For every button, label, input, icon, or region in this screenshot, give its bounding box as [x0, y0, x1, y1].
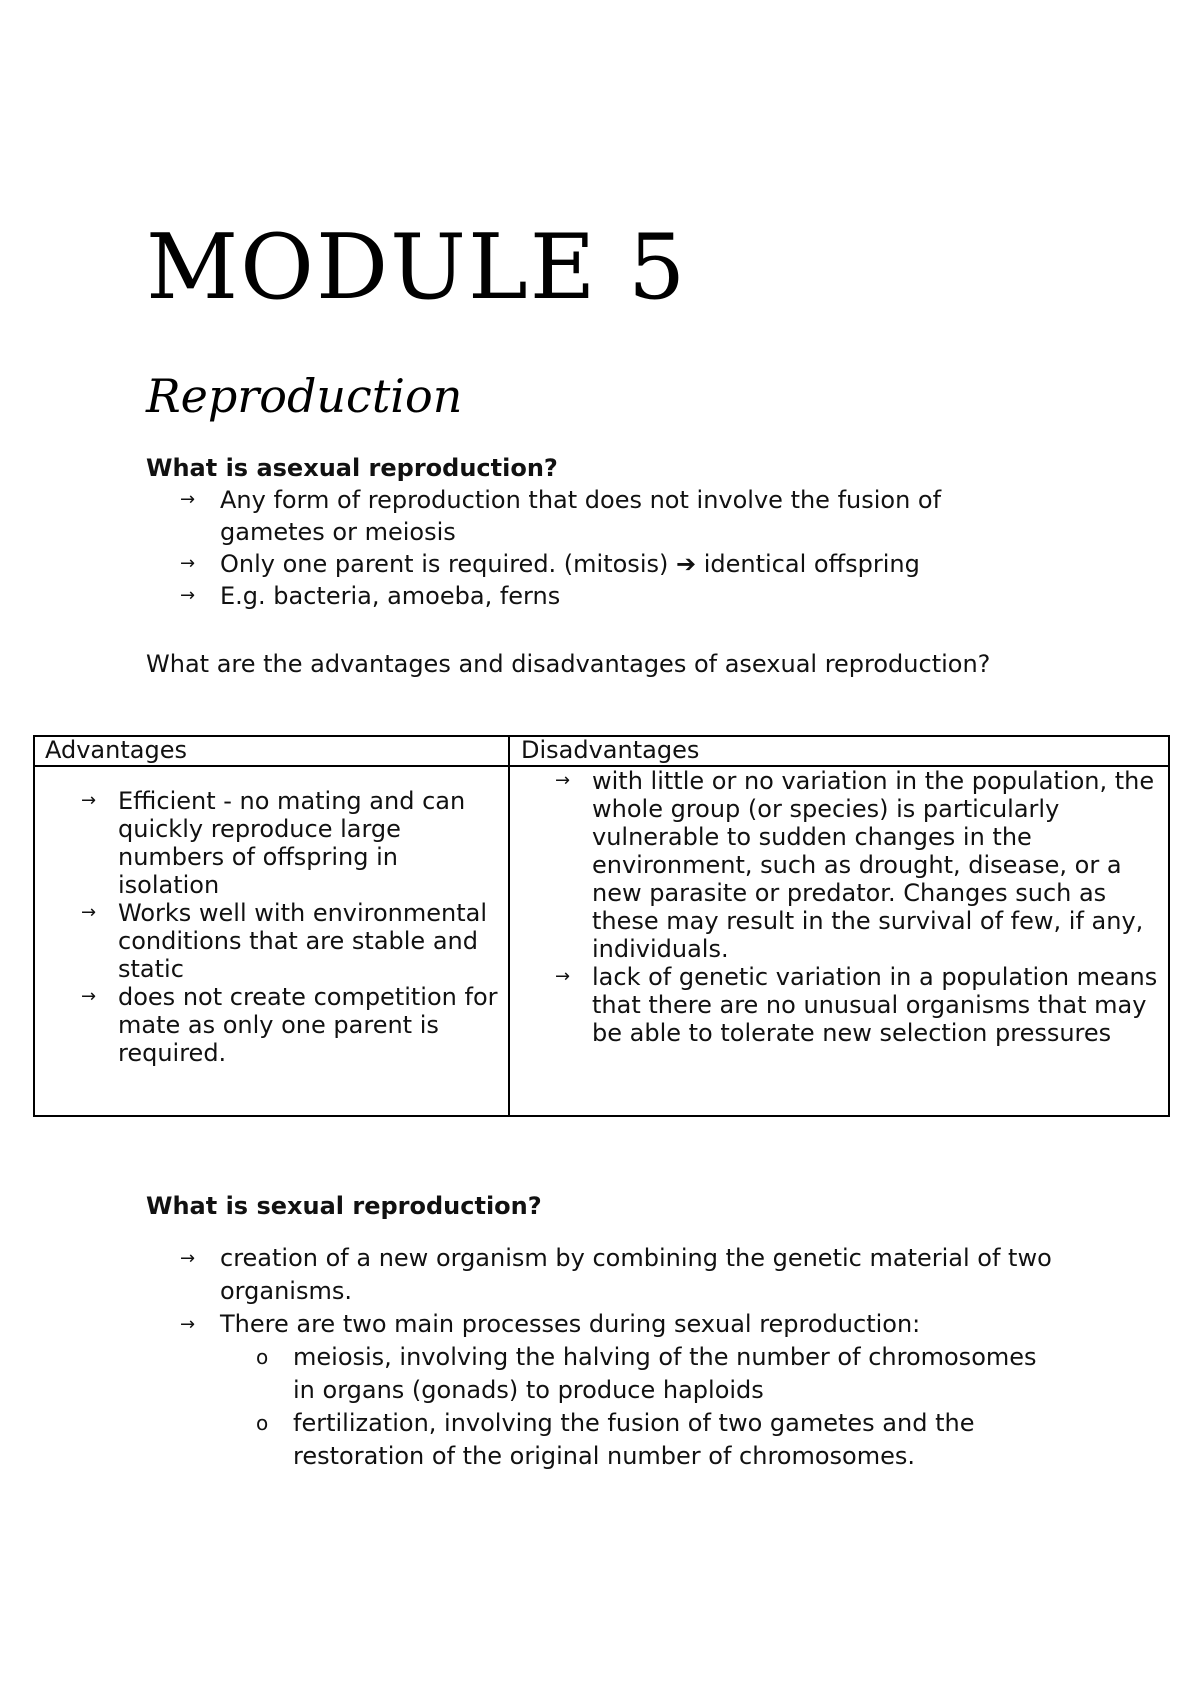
list-item-text: does not create competition for mate as only one parent is required. — [118, 983, 498, 1067]
question-asexual: What is asexual reproduction? — [146, 454, 558, 482]
table-header-advantages: Advantages — [45, 736, 187, 764]
sublist-item-text: fertilization, involving the fusion of two gametes and the restoration of the original number of chromosomes. — [293, 1409, 975, 1470]
arrow-icon: → — [81, 986, 97, 1007]
sublist-item — [180, 1341, 1060, 1407]
list-item-text: Efficient - no mating and can quickly reproduce large numbers of offspring in isolation — [118, 787, 466, 899]
arrow-icon: → — [555, 966, 571, 987]
list-item — [180, 548, 1000, 580]
advantages-list — [81, 787, 501, 1067]
arrow-icon: → — [81, 790, 97, 811]
list-item — [180, 1308, 1060, 1341]
table-column-divider — [508, 737, 510, 1115]
sublist-item-text: meiosis, involving the halving of the number of chromosomes in organs (gonads) to produce haploids — [293, 1343, 1037, 1404]
table-header-disadvantages: Disadvantages — [521, 736, 700, 764]
list-item — [81, 983, 501, 1067]
sexual-definition-list — [180, 1242, 1060, 1341]
list-item-text: with little or no variation in the population, the whole group (or species) is particularly vulnerable to sudden changes in the environment, such as drought, disease, or a new parasite or predator. Changes such as these may result in the survival of few, if any, individuals. — [592, 767, 1155, 963]
arrow-icon: → — [180, 489, 196, 510]
asexual-definition-list — [180, 484, 1000, 612]
question-advantages: What are the advantages and disadvantages of asexual reproduction? — [146, 650, 991, 678]
list-item-text: E.g. bacteria, amoeba, ferns — [220, 582, 561, 610]
list-item — [81, 899, 501, 983]
list-item-text: Works well with environmental conditions that are stable and static — [118, 899, 488, 983]
list-item-text: creation of a new organism by combining the genetic material of two organisms. — [220, 1244, 1052, 1305]
arrow-icon: → — [180, 1314, 196, 1335]
list-item-text: Only one parent is required. (mitosis) ➔ identical offspring — [220, 550, 920, 578]
question-sexual: What is sexual reproduction? — [146, 1192, 542, 1220]
arrow-icon: → — [180, 553, 196, 574]
list-item-text: Any form of reproduction that does not involve the fusion of gametes or meiosis — [220, 486, 942, 546]
advantages-disadvantages-table — [33, 735, 1170, 1117]
sublist-item — [180, 1407, 1060, 1473]
list-item — [555, 767, 1165, 963]
disadvantages-list — [555, 767, 1165, 1047]
list-item — [81, 787, 501, 899]
list-item — [180, 484, 1000, 548]
list-item — [555, 963, 1165, 1047]
circle-bullet-icon: o — [256, 1411, 269, 1435]
arrow-icon: → — [81, 902, 97, 923]
list-item — [180, 1242, 1060, 1308]
list-item — [180, 580, 1000, 612]
arrow-icon: → — [555, 770, 571, 791]
page-subtitle: Reproduction — [146, 369, 463, 423]
list-item-text: lack of genetic variation in a population means that there are no unusual organisms that may be able to tolerate new selection pressures — [592, 963, 1158, 1047]
page-title: MODULE 5 — [146, 215, 688, 320]
list-item-text: There are two main processes during sexual reproduction: — [220, 1310, 921, 1338]
sexual-processes-sublist — [180, 1341, 1060, 1473]
circle-bullet-icon: o — [256, 1345, 269, 1369]
arrow-icon: → — [180, 1248, 196, 1269]
arrow-icon: → — [180, 585, 196, 606]
